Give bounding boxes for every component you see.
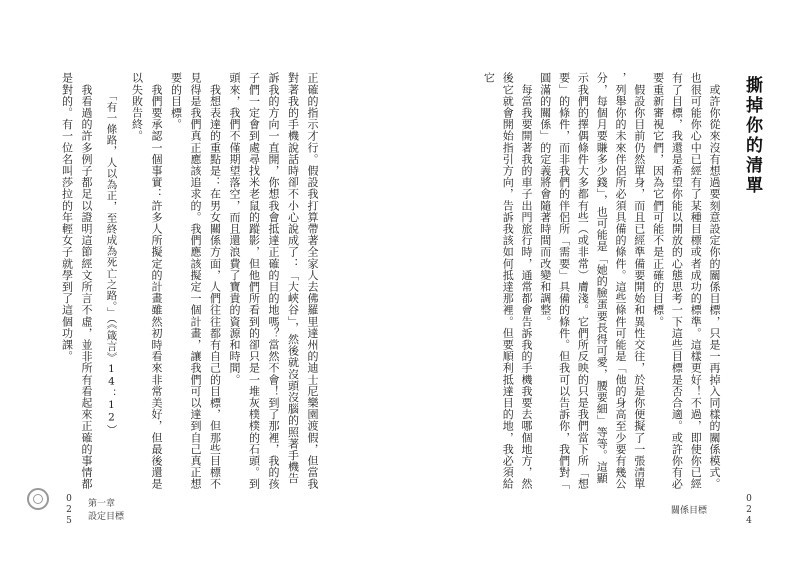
left-page-text-column: 要的目標。 [169,72,183,130]
left-page-text-column: 訴我的方向一直開，你想我會抵達正確的目的地嗎？當然不會！到了那裡，我的孩 [267,72,280,490]
left-page-text-column: 我看過的許多例子都足以證明這節經文所言不虛，並非所有看起來正確的事情都 [80,72,93,490]
right-page-text-column: 有了目標，我還是希望你能以開放的心態思考一下這些目標是否合適。或許你有必 [670,72,684,490]
left-page-text-column: 子們一定會到處尋找米老鼠的蹤影，但他們所看到的卻只是一堆灰樸樸的石頭。到 [247,72,261,490]
right-page-text-column: 每當我要開著我的車子出門旅行時，通常都會告訴我的手機我要去哪個地方，然 [520,72,533,490]
left-footer-subtitle: 設定目標 [88,512,125,522]
left-page-text-column: 對著我的手機說話時卻不小心說成了：「大峽谷」，然後就沒頭沒腦的照著手機告 [286,72,300,485]
right-page-text-column: 分，每個月要賺多少錢」，也可能是「她的臉蛋要長得可愛，腰要細」等等。這顯 [595,72,609,485]
left-page-text-column: 正確的指示才行。假設我打算帶著全家人去佛羅里達州的迪士尼樂園渡假，但當我 [306,72,319,490]
left-page-text-column: 我想表達的重點是：在男女關係方面，人們往往都有自己的目標，但那些目標不 [208,72,222,490]
right-page-text-column: 要」的條件，而非我們的伴侶所「需要」具備的條件。但我可以告訴你，我們對「 [557,72,571,490]
left-page-text-column: 我們要承認一個事實：許多人所擬定的計畫雖然初時看來非常美好，但最後還是 [150,72,163,490]
left-page-text-column: 頭來，我們不僅期望落空，而且還浪費了寶貴的資源和時間。 [228,72,241,386]
right-page-number: 0 2 4 [746,494,752,526]
right-page-text-column: ，列舉你的未來伴侶所必須具備的條件。這些條件可能是「他的身高至少要有幾公 [614,72,627,490]
left-page-text-column: 是對的。有一位名叫莎拉的年輕女子就學到了這個功課。 [60,72,74,362]
left-page-text-column: 見得是我們真正應該追求的。我們應該擬定一個計畫，讓我們可以達到自己真正想 [189,72,202,490]
right-page-text-column: 圓滿的關係」的定義將會隨著時間而改變和調整。 [538,72,552,328]
right-page-text-column: 也很可能你心中已經有了某種目標或者成功的標準。這樣更好！不過，即使你已經 [689,72,703,490]
scripture-quote: 「有一條路，人以為正，至終成為死亡之路。」（《箴言》14：12） [105,90,118,436]
right-page-text-column: 假設你目前仍然單身，而且已經準備要開始和異性交往，於是你便擬了一張清單 [632,72,646,490]
left-page-number: 0 2 5 [66,494,72,526]
right-page-text-column: 它 [482,72,496,84]
left-page-text-column: 以失敗告終。 [130,72,144,142]
page-ornament-icon [27,488,49,510]
left-footer-chapter: 第一章 [88,499,116,509]
right-page-text-column: 示我們的擇偶條件大多都有些（或非常）膚淺。它們所反映的只是我們當下所「想 [576,72,590,490]
right-page-text-column: 要重新審視它們，因為它們可能不是正確的目標。 [651,72,665,328]
section-title: 撕掉你的清單 [742,76,762,196]
right-page-text-column: 或許你從來沒有想過要刻意設定你的關係目標，只是一再掉入同樣的關係模式。 [708,72,721,490]
right-page [400,0,799,567]
right-page-text-column: 後它就會開始指引方向，告訴我該如何抵達那裡。但要順利抵達目的地，我必須給 [501,72,515,490]
right-footer-title: 關係目標 [671,506,708,516]
